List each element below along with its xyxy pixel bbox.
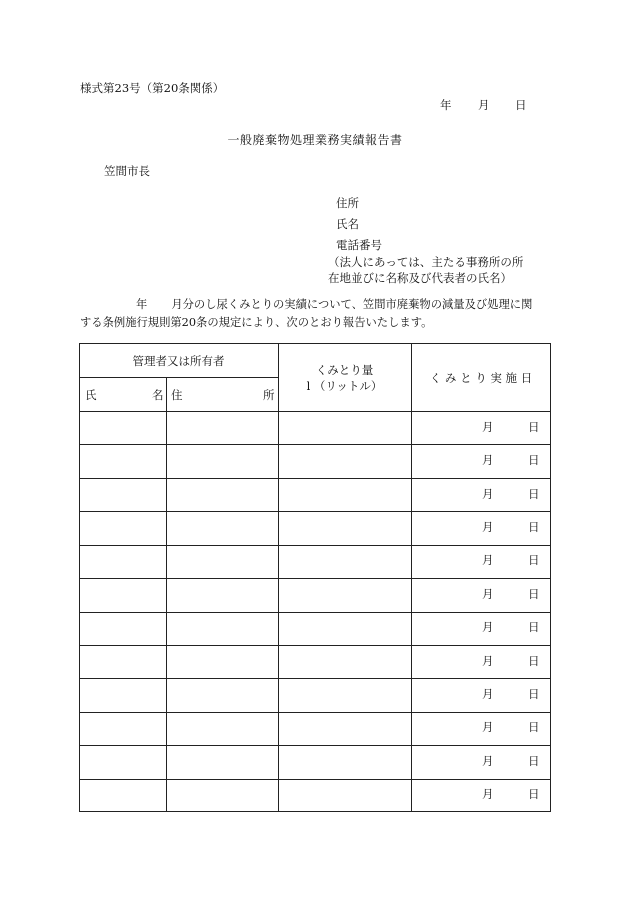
address-label: 住所 (336, 196, 359, 210)
row-day-label: 日 (528, 553, 540, 568)
row-day-label: 日 (528, 620, 540, 635)
row-day-label: 日 (528, 753, 540, 768)
row-month-label: 月 (482, 453, 494, 468)
table-grid (79, 343, 551, 812)
phone-label: 電話番号 (336, 238, 382, 252)
report-date (440, 100, 527, 112)
row-day-label: 日 (528, 486, 540, 501)
row-month-label: 月 (482, 787, 494, 802)
row-day-label: 日 (528, 687, 540, 702)
name-label: 氏名 (336, 217, 359, 231)
statement-line-2: する条例施行規則第20条の規定により、次のとおり報告いたします。 (80, 316, 433, 329)
date-day-label: 日 (515, 98, 527, 112)
row-day-label: 日 (528, 519, 540, 534)
row-month-label: 月 (482, 620, 494, 635)
row-day-label: 日 (528, 720, 540, 735)
record-table (79, 343, 551, 812)
row-month-label: 月 (482, 553, 494, 568)
row-month-label: 月 (482, 653, 494, 668)
row-day-label: 日 (528, 653, 540, 668)
row-day-label: 日 (528, 453, 540, 468)
statement-line-1: 月分のし尿くみとりの実績について、笠間市廃棄物の減量及び処理に関 (171, 298, 533, 311)
header-manager-owner: 管理者又は所有者 (132, 354, 225, 368)
form-number: 様式第23号（第20条関係） (80, 81, 225, 95)
date-month-label: 月 (478, 98, 490, 112)
row-month-label: 月 (482, 753, 494, 768)
row-day-label: 日 (528, 419, 540, 434)
row-month-label: 月 (482, 419, 494, 434)
row-month-label: 月 (482, 720, 494, 735)
date-year-label: 年 (440, 98, 452, 112)
report-statement (80, 296, 556, 332)
header-amount-line-1: くみとり量 (315, 363, 374, 377)
row-month-label: 月 (482, 586, 494, 601)
statement-year: 年 (136, 298, 148, 311)
header-address-1: 住 (171, 388, 183, 402)
row-month-label: 月 (482, 687, 494, 702)
row-month-label: 月 (482, 486, 494, 501)
reporter-note-line-1: （法人にあっては、主たる事務所の所 (328, 255, 524, 269)
header-address-2: 所 (263, 388, 275, 402)
reporter-note-line-2: 在地並びに名称及び代表者の氏名） (328, 271, 512, 285)
document-title: 一般廃棄物処理業務実績報告書 (227, 133, 403, 147)
header-collection-date: く み と り 実 施 日 (429, 371, 533, 385)
row-month-label: 月 (482, 519, 494, 534)
reporter-block (328, 196, 523, 287)
header-name-1: 氏 (85, 388, 97, 402)
header-amount-line-2: l （リットル） (306, 379, 383, 393)
header-name-2: 名 (152, 388, 164, 402)
row-day-label: 日 (528, 787, 540, 802)
row-day-label: 日 (528, 586, 540, 601)
addressee: 笠間市長 (104, 164, 150, 178)
table-border (80, 344, 551, 812)
